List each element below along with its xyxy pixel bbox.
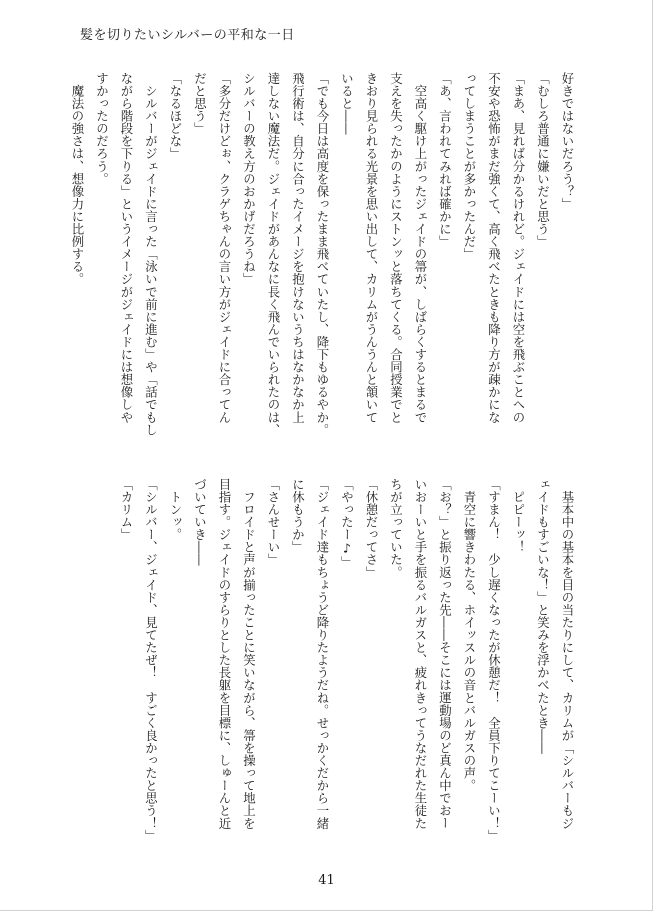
text-line: づいていき―― (192, 478, 208, 566)
text-line: 「でも今日は高度を保ったまま飛べていたし、降下もゆるやか。 (315, 72, 330, 436)
text-line: フロイドと声が揃ったことに笑いながら、箒を操って地上を (241, 478, 257, 830)
text-line: いると―― (339, 72, 355, 135)
page-number: 41 (318, 873, 335, 888)
text-line: 「やったー♪」 (339, 478, 355, 569)
text-line: 支えを失ったかのようにストンッと落ちてくる。合同授業でと (388, 72, 404, 424)
text-line: 「休憩だってさ」 (364, 478, 379, 579)
text-line: 青空に響きわたる、ホイッスルの音とバルガスの声。 (462, 478, 477, 792)
text-line: 飛行術は、自分に合ったイメージを抱けないうちはなかなか上 (290, 72, 306, 424)
text-line: 「シルバー、ジェイド、見てたぜ！ すごく良かったと思う！」 (143, 478, 159, 842)
text-line: 「なるほどな」 (168, 72, 183, 160)
lower-text-block (74, 478, 579, 844)
text-line: ながら階段を下りる」というイメージがジェイドには想像しや (119, 72, 134, 424)
text-line: シルバーがジェイドに言った「泳いで前に進む」や「話でもし (143, 72, 159, 436)
text-line: すかったのだろう。 (94, 72, 110, 185)
text-line: きおり見られる光景を思い出して、カリムがうんうんと頷いて (364, 72, 379, 424)
text-line: 「お？」と振り返った先――そこには運動場のど真ん中でおー (437, 478, 453, 830)
text-line: 「むしろ普通に嫌いだと思う」 (535, 72, 551, 248)
text-line: 目指す。ジェイドのすらりとした長躯を目標に、しゅーんと近 (217, 478, 232, 830)
text-line: シルバーの教え方のおかげだろうね」 (241, 72, 257, 286)
text-line: ェイドもすごいな！」と笑みを浮かべたとき―― (535, 478, 551, 755)
text-line: トンッ。 (168, 478, 183, 541)
text-line: ちが立っていた。 (388, 478, 404, 579)
text-line: 「まあ、見れば分かるけれど。ジェイドには空を飛ぶことへの (511, 72, 526, 424)
text-line: 魔法の強さは、想像力に比例する。 (70, 72, 85, 286)
text-line: 基本中の基本を目の当たりにして、カリムが「シルバーもジ (560, 478, 575, 830)
text-line: 「あ、言われてみれば確かに」 (437, 72, 453, 248)
text-line: 好きではないだろう？」 (560, 72, 575, 211)
text-line: 「多分だけどぉ、クラゲちゃんの言い方がジェイドに合ってん (217, 72, 232, 424)
text-line: 「さんせーい」 (266, 478, 281, 566)
text-line: いおーいと手を振るバルガスと、疲れきってうなだれた生徒た (413, 478, 428, 830)
text-line: ピピーッ！ (511, 478, 526, 554)
text-line: 「すまん！ 少し遅くなったが休憩だ！ 全員下りてこーい！」 (486, 478, 502, 842)
text-line: 空高く駆け上がったジェイドの箒が、しばらくするとまるで (413, 72, 428, 424)
text-line: 達しない魔法だ。ジェイドがあんなに長く飛んでいられたのは、 (266, 72, 281, 436)
text-line: 「カリム」 (119, 478, 134, 541)
running-title: 髪を切りたいシルバーの平和な一日 (80, 28, 295, 43)
upper-text-block (70, 72, 579, 438)
text-line: だと思う」 (192, 72, 208, 135)
text-line: ってしまうことが多かったんだ」 (462, 72, 477, 261)
text-line: に休もうか」 (290, 478, 306, 554)
text-line: 「ジェイド達もちょうど降りたようだね。せっかくだから一緒 (315, 478, 330, 830)
text-line: 不安や恐怖がまだ強くて、高く飛べたときも降り方が疎かにな (486, 72, 502, 424)
